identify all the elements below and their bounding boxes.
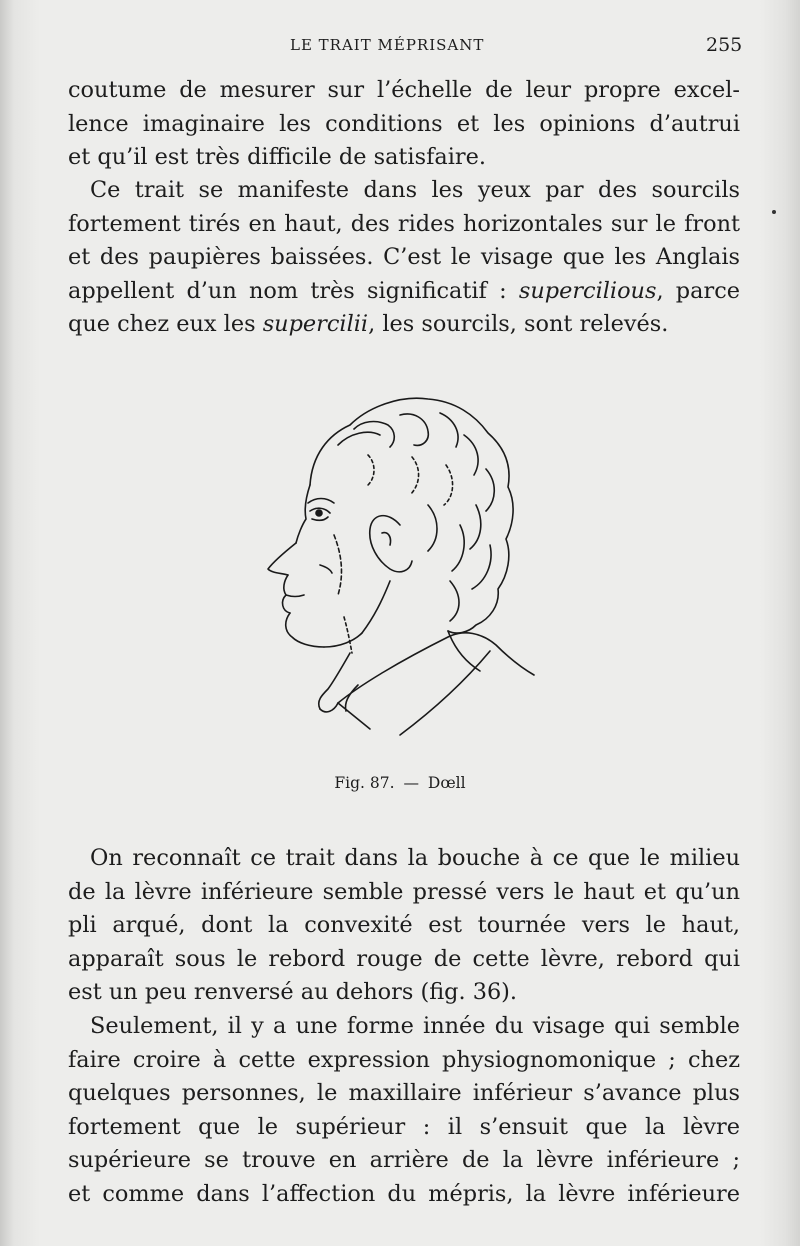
profile-illustration <box>250 385 550 755</box>
text-line: fortement tirés en haut, des rides horizontales sur le front <box>68 210 740 237</box>
text-run: que chez eux les <box>68 311 263 338</box>
caption-dash: — <box>403 774 419 792</box>
margin-speck <box>772 210 776 214</box>
text-run: appellent d’un nom très significatif : <box>68 277 519 304</box>
text-line: pli arqué, dont la convexité est tournée vers le haut, <box>68 912 740 939</box>
text-line: faire croire à cette expression physiognomonique ; chez <box>68 1046 740 1073</box>
text-line: fortement que le supérieur : il s’ensuit que la lèvre <box>68 1113 740 1140</box>
text-run: , parce <box>656 277 740 304</box>
caption-name: Dœll <box>427 774 466 792</box>
italic-term-supercilious: supercilious <box>518 277 657 304</box>
text-line: de la lèvre inférieure semble pressé vers le haut et qu’un <box>68 878 740 905</box>
text-line: apparaît sous le rebord rouge de cette lèvre, rebord qui <box>68 945 740 972</box>
figure-caption <box>0 774 800 792</box>
page-number: 255 <box>706 34 743 56</box>
text-line: Seulement, il y a une forme innée du visage qui semble <box>90 1013 740 1039</box>
text-line: Ce trait se manifeste dans les yeux par des sourcils <box>90 177 740 203</box>
running-head <box>0 36 800 60</box>
text-line: et comme dans l’affection du mépris, la lèvre inférieure <box>68 1180 740 1207</box>
paragraph-trait-eyes <box>68 174 740 342</box>
profile-drawing <box>250 385 550 755</box>
text-line-with-italic <box>68 308 740 342</box>
text-line: lence imaginaire les conditions et les opinions d’autrui <box>68 110 740 137</box>
paragraph-jaw <box>68 1010 740 1212</box>
running-title: LE TRAIT MÉPRISANT <box>290 36 485 54</box>
text-run: , les sourcils, sont relevés. <box>368 311 669 338</box>
caption-label: Fig. 87. <box>334 774 395 792</box>
paragraph-continuation <box>68 74 740 175</box>
text-line: On reconnaît ce trait dans la bouche à ce que le milieu <box>90 845 740 871</box>
text-line: et qu’il est très difficile de satisfaire. <box>68 144 486 171</box>
text-line: supérieure se trouve en arrière de la lèvre inférieure ; <box>68 1147 740 1174</box>
text-line: coutume de mesurer sur l’échelle de leur propre excel- <box>68 77 740 103</box>
italic-term-supercilii: supercilii <box>262 311 369 338</box>
text-line: quelques personnes, le maxillaire inférieur s’avance plus <box>68 1080 740 1107</box>
text-line: est un peu renversé au dehors (fig. 36). <box>68 979 518 1006</box>
paragraph-mouth <box>68 842 740 1010</box>
text-line: et des paupières baissées. C’est le visage que les Anglais <box>68 244 740 271</box>
text-line-with-italic <box>68 275 740 309</box>
